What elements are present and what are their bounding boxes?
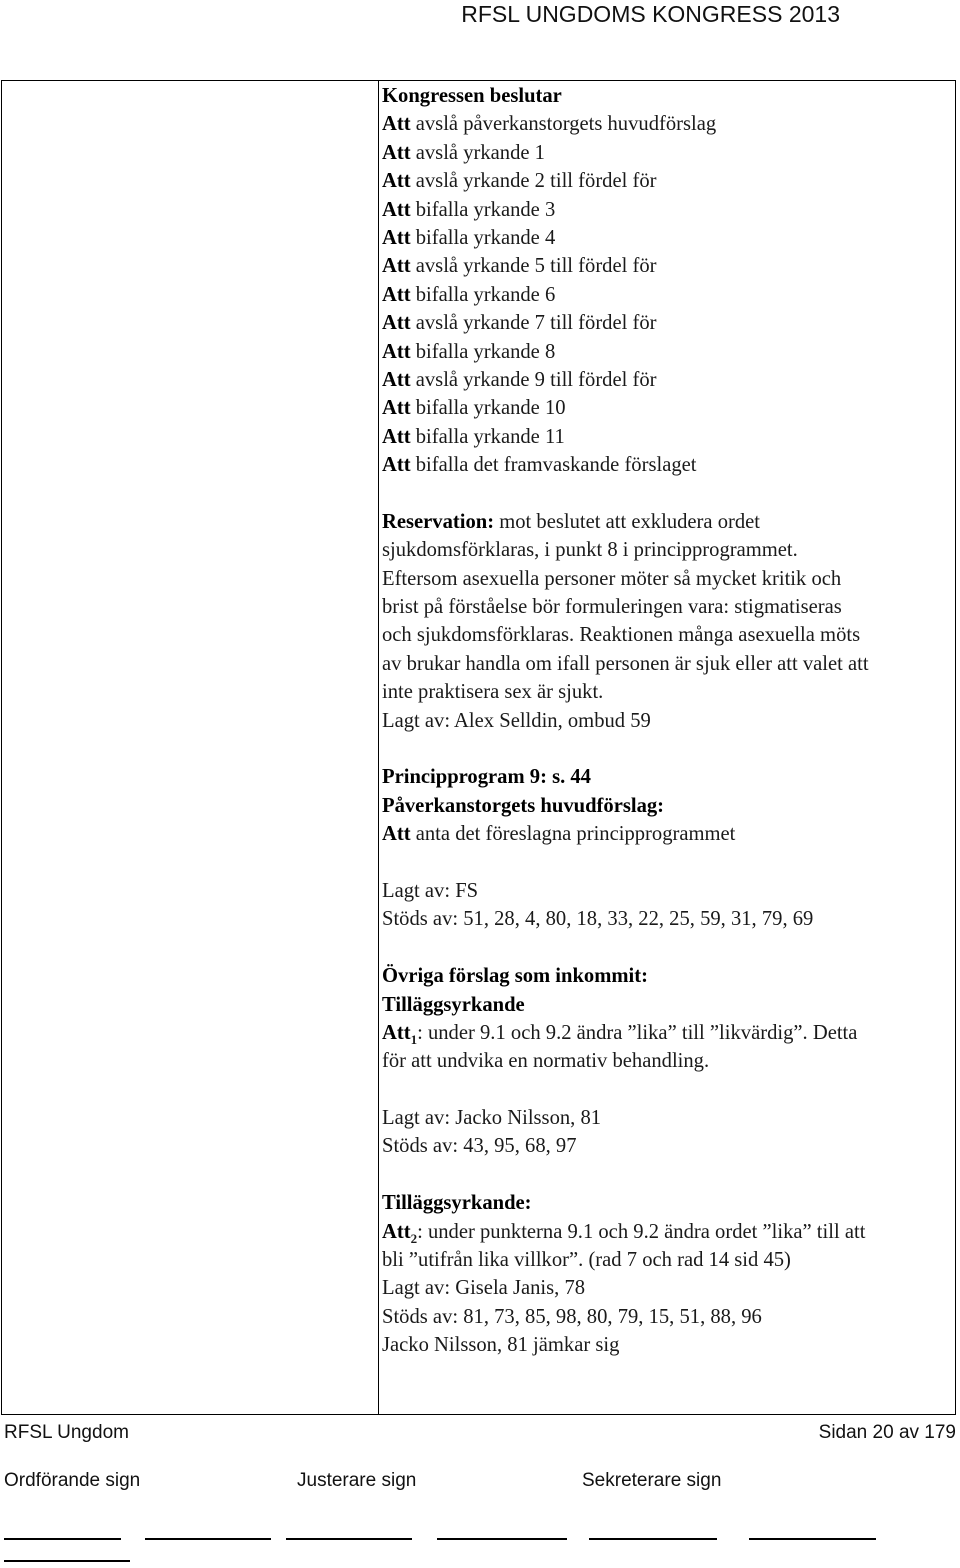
- reservation-line: brist på förståelse bör formuleringen vara: stigmatiseras: [382, 596, 842, 619]
- decision-item: Att avslå yrkande 7 till fördel för: [382, 312, 657, 335]
- reservation-line: av brukar handla om ifall personen är sjuk eller att valet att: [382, 652, 869, 675]
- signature-line: [145, 1538, 271, 1540]
- decision-item: Att avslå yrkande 2 till fördel för: [382, 170, 657, 193]
- signature-line: [589, 1538, 717, 1540]
- decision-item: Att bifalla det framvaskande förslaget: [382, 454, 697, 477]
- decision-item: Att bifalla yrkande 3: [382, 198, 556, 221]
- decision-item: Att bifalla yrkande 10: [382, 397, 566, 420]
- addition2-supported-by: Stöds av: 81, 73, 85, 98, 80, 79, 15, 51, 88, 96: [382, 1305, 762, 1328]
- addition2-text: Att$_2$: under punkterna 9.1 och 9.2 ändra ordet ”lika” till att: [382, 1220, 866, 1246]
- column-divider: [378, 80, 379, 1415]
- reservation-line: sjukdomsförklaras, i punkt 8 i principprogrammet.: [382, 539, 798, 562]
- signature-label-secretary: Sekreterare sign: [582, 1470, 722, 1491]
- decision-item: Att bifalla yrkande 4: [382, 226, 556, 249]
- reservation-line: och sjukdomsförklaras. Reaktionen många asexuella möts: [382, 624, 861, 647]
- reservation-first-line: Reservation: mot beslutet att exkludera ordet: [382, 510, 761, 533]
- signature-line: [749, 1538, 876, 1540]
- addition1-text-cont: för att undvika en normativ behandling.: [382, 1050, 710, 1073]
- reservation-label: Reservation:: [382, 510, 495, 533]
- signature-line: [4, 1538, 121, 1540]
- decision-item: Att avslå yrkande 1: [382, 141, 545, 164]
- signature-line: [4, 1560, 130, 1562]
- addition2-heading: Tilläggsyrkande:: [382, 1192, 532, 1215]
- addition2-laid-by: Lagt av: Gisela Janis, 78: [382, 1277, 586, 1300]
- other-proposals-heading: Övriga förslag som inkommit:: [382, 965, 648, 988]
- reservation-line: Eftersom asexuella personer möter så mycket kritik och: [382, 567, 842, 590]
- decision-column: [382, 82, 958, 1360]
- decision-heading: Kongressen beslutar: [382, 85, 562, 107]
- footer-page-number: Sidan 20 av 179: [818, 1422, 956, 1443]
- decision-list: [382, 110, 958, 479]
- decision-item: Att avslå yrkande 9 till fördel för: [382, 368, 657, 391]
- decision-item: Att bifalla yrkande 6: [382, 283, 556, 306]
- addition2-text-cont: bli ”utifrån lika villkor”. (rad 7 och rad 14 sid 45): [382, 1249, 791, 1272]
- program-title: Principprogram 9: s. 44: [382, 766, 591, 789]
- main-supported-by: Stöds av: 51, 28, 4, 80, 18, 33, 22, 25, 59, 31, 79, 69: [382, 908, 814, 931]
- addition1-laid-by: Lagt av: Jacko Nilsson, 81: [382, 1107, 602, 1130]
- reservation-laid-by: Lagt av: Alex Selldin, ombud 59: [382, 709, 651, 732]
- reservation-line: inte praktisera sex är sjukt.: [382, 681, 604, 704]
- addition1-text: Att$_1$: under 9.1 och 9.2 ändra ”lika” till ”likvärdig”. Detta: [382, 1021, 858, 1047]
- addition2-note: Jacko Nilsson, 81 jämkar sig: [382, 1334, 620, 1357]
- signature-line: [286, 1538, 412, 1540]
- main-proposal-heading: Påverkanstorgets huvudförslag:: [382, 794, 665, 817]
- decision-item: Att avslå yrkande 5 till fördel för: [382, 255, 657, 278]
- decision-item: Att bifalla yrkande 11: [382, 425, 565, 448]
- signature-label-chair: Ordförande sign: [4, 1470, 141, 1491]
- signature-label-adjuster: Justerare sign: [297, 1470, 417, 1491]
- footer-org: RFSL Ungdom: [4, 1422, 129, 1443]
- page-header-title: RFSL UNGDOMS KONGRESS 2013: [461, 1, 840, 27]
- addition1-heading: Tilläggsyrkande: [382, 993, 525, 1016]
- main-proposal-text: Att anta det föreslagna principprogrammet: [382, 823, 736, 846]
- decision-item: Att avslå påverkanstorgets huvudförslag: [382, 113, 717, 136]
- addition1-supported-by: Stöds av: 43, 95, 68, 97: [382, 1135, 577, 1158]
- signature-line: [437, 1538, 567, 1540]
- decision-item: Att bifalla yrkande 8: [382, 340, 556, 363]
- main-laid-by: Lagt av: FS: [382, 879, 479, 902]
